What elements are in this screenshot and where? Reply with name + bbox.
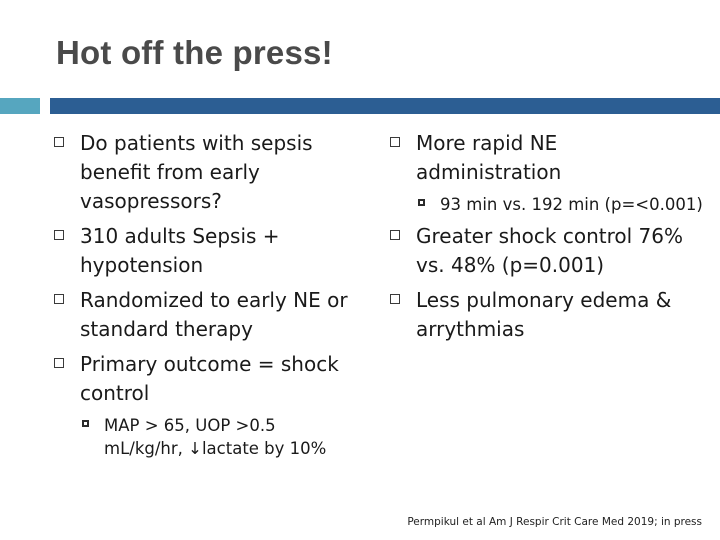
bullet-item xyxy=(384,222,704,280)
bullet-item xyxy=(48,286,348,344)
sub-bullet-item xyxy=(48,414,348,460)
bullet-item xyxy=(384,129,704,187)
bullet-text: Do patients with sepsis benefit from early vasopressors? xyxy=(80,131,313,213)
citation-footnote: Permpikul et al Am J Respir Crit Care Med 2019; in press xyxy=(407,516,702,528)
title-accent-left xyxy=(0,98,40,114)
filled-square-bullet-icon xyxy=(82,420,89,427)
left-column xyxy=(48,129,348,466)
bullet-item xyxy=(48,222,348,280)
bullet-text: More rapid NE administration xyxy=(416,131,562,184)
bullet-text: Randomized to early NE or standard therapy xyxy=(80,288,348,341)
square-bullet-icon xyxy=(390,230,400,240)
square-bullet-icon xyxy=(54,294,64,304)
slide-title: Hot off the press! xyxy=(56,34,333,71)
bullet-text: 310 adults Sepsis + hypotension xyxy=(80,224,280,277)
bullet-text: Primary outcome = shock control xyxy=(80,352,339,405)
square-bullet-icon xyxy=(390,137,400,147)
bullet-item xyxy=(48,129,348,216)
title-accent-bar xyxy=(50,98,720,114)
square-bullet-icon xyxy=(390,294,400,304)
square-bullet-icon xyxy=(54,358,64,368)
bullet-text: Less pulmonary edema & arrythmias xyxy=(416,288,672,341)
bullet-item xyxy=(384,286,704,344)
bullet-text: Greater shock control 76% vs. 48% (p=0.001) xyxy=(416,224,683,277)
right-column xyxy=(384,129,704,350)
sub-bullet-text: MAP > 65, UOP >0.5 mL/kg/hr, ↓lactate by 10% xyxy=(104,416,327,458)
square-bullet-icon xyxy=(54,230,64,240)
filled-square-bullet-icon xyxy=(418,199,425,206)
bullet-item xyxy=(48,350,348,408)
sub-bullet-item xyxy=(384,193,704,216)
sub-bullet-text: 93 min vs. 192 min (p=<0.001) xyxy=(440,195,703,214)
square-bullet-icon xyxy=(54,137,64,147)
